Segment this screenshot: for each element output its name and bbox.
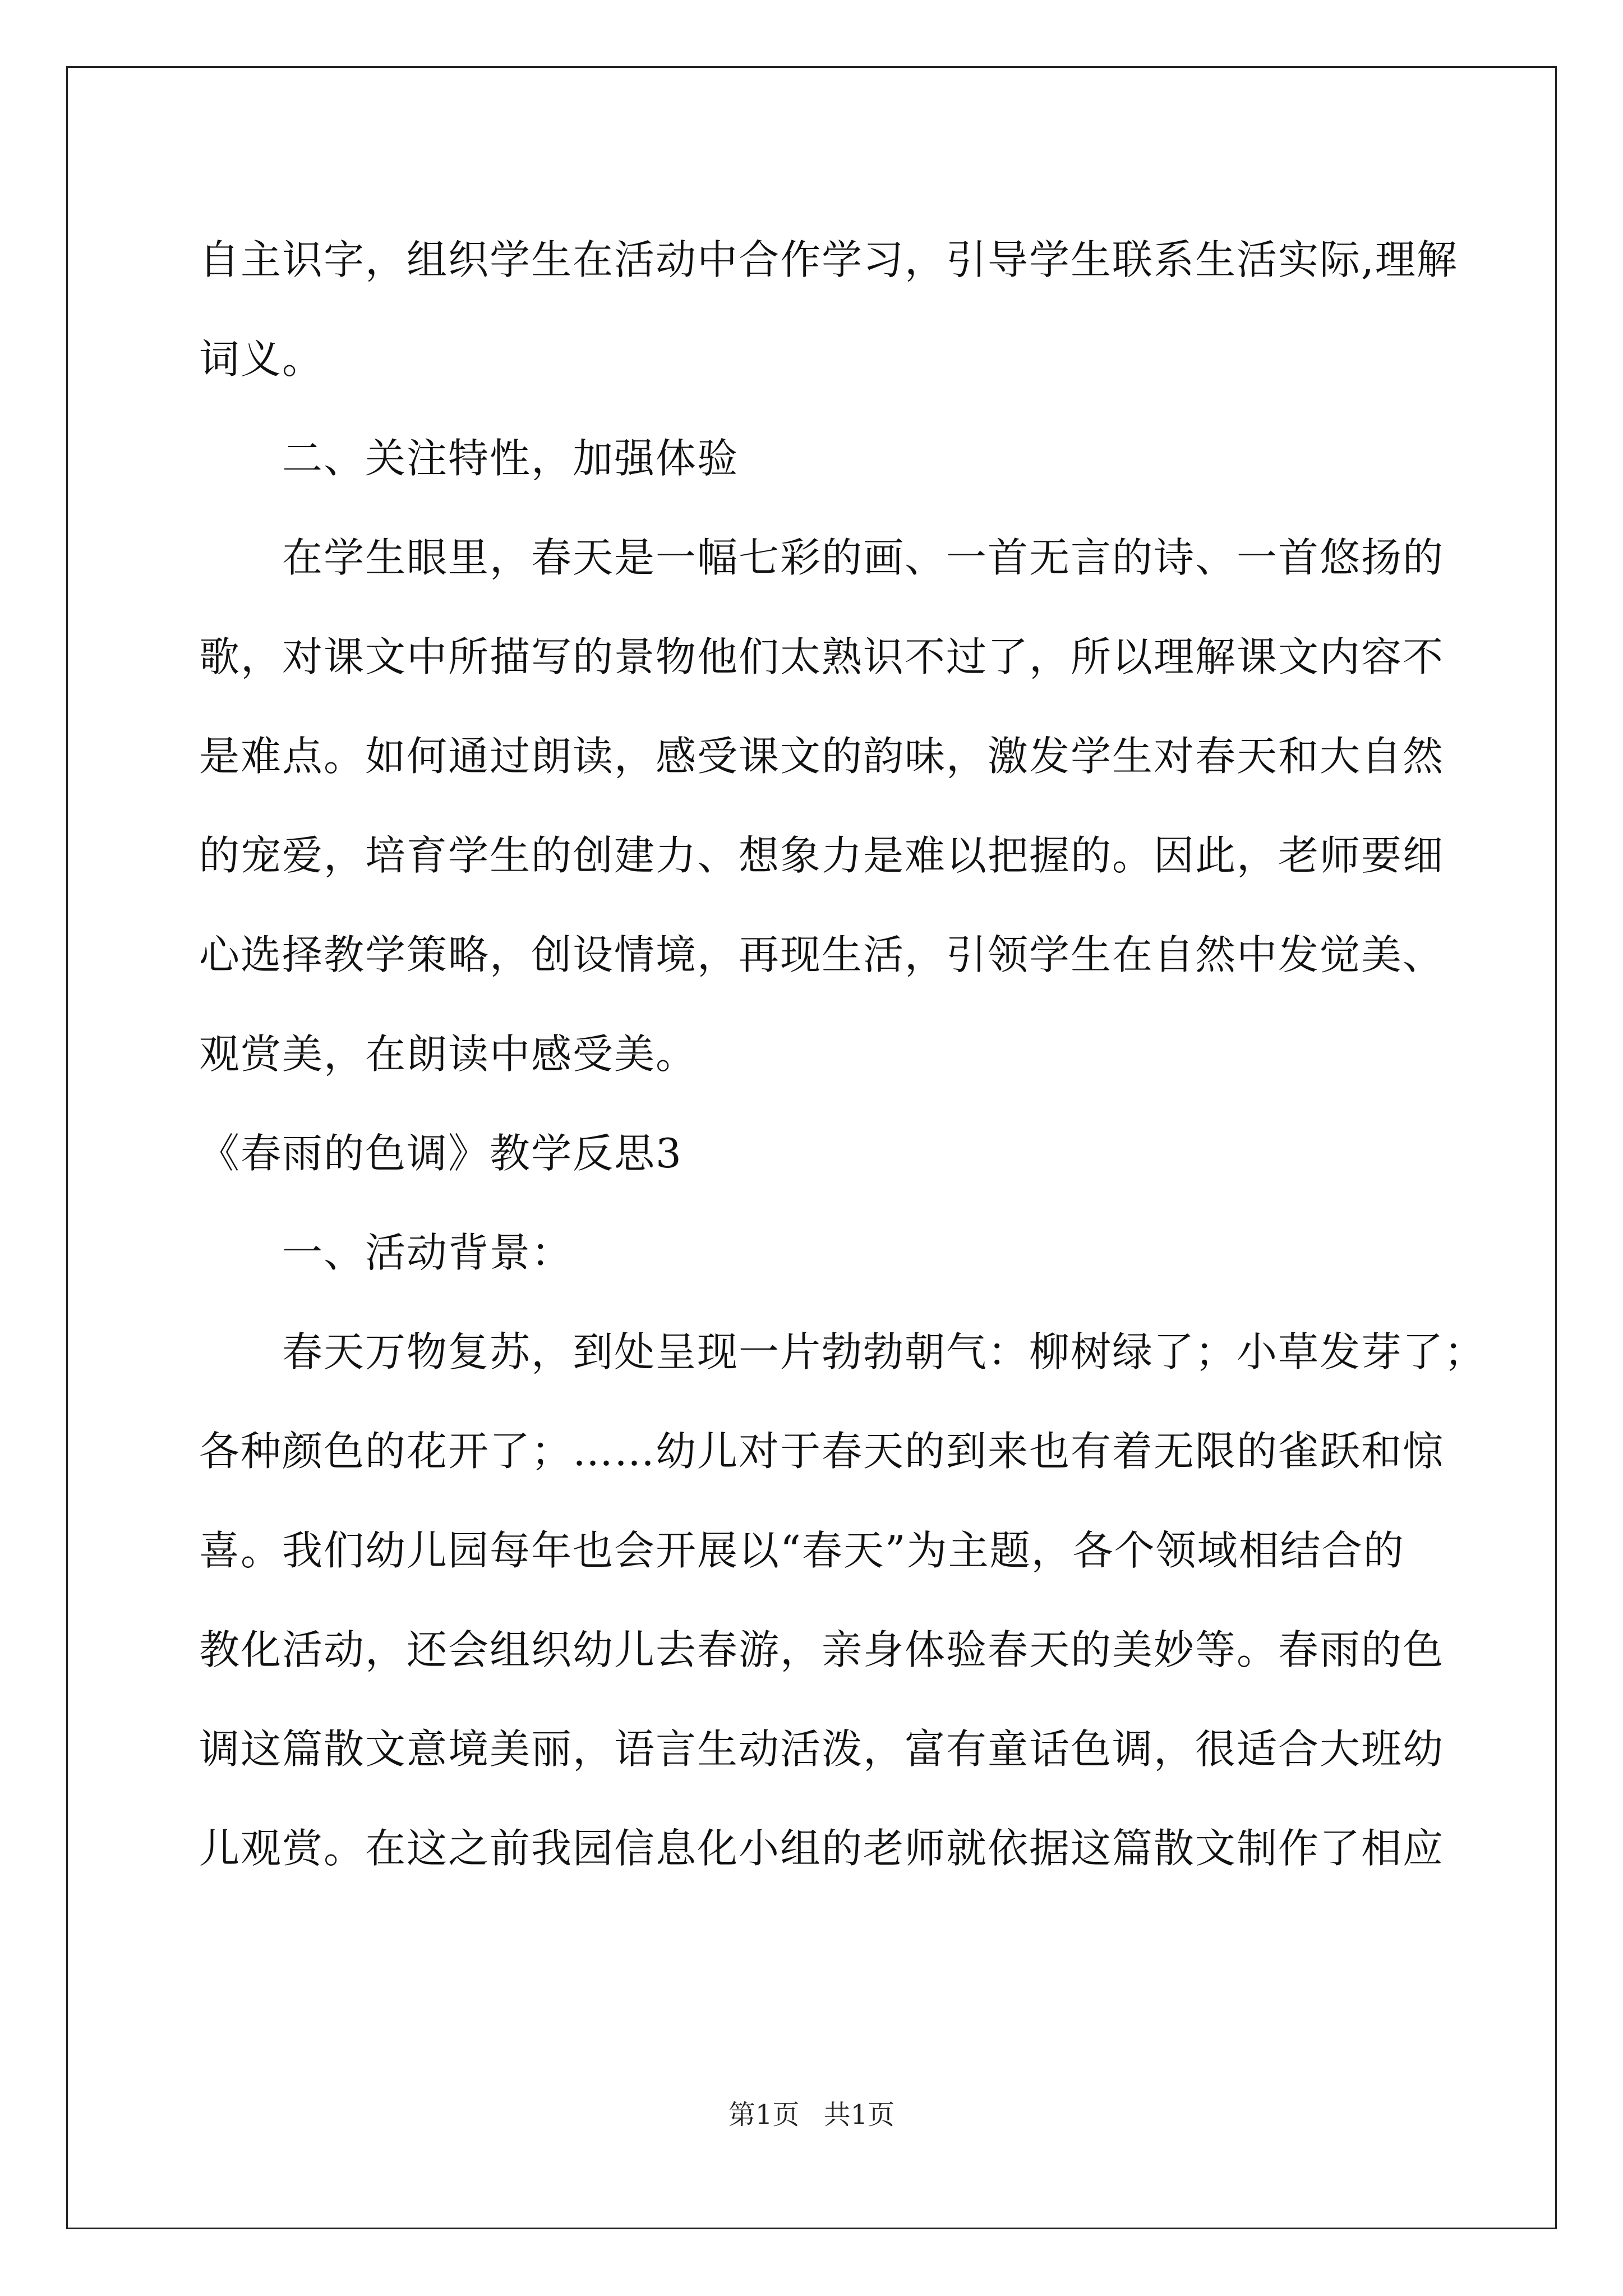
text-line: 调这篇散文意境美丽，语言生动活泼，富有童话色调，很适合大班幼 [199, 1726, 1445, 1773]
text-line: 词义。 [199, 335, 324, 383]
document-body [199, 210, 1486, 1898]
text-line: 儿观赏。在这之前我园信息化小组的老师就依据这篇散文制作了相应 [199, 1825, 1445, 1872]
text-line: 喜。我们幼儿园每年也会开展以“春天”为主题，各个领域相结合的 [199, 1527, 1405, 1574]
text-line: 歌，对课文中所描写的景物他们太熟识不过了，所以理解课文内容不 [199, 633, 1445, 680]
text-line: 各种颜色的花开了；……幼儿对于春天的到来也有着无限的雀跃和惊 [199, 1428, 1445, 1475]
text-line: 是难点。如何通过朗读，感受课文的韵味，激发学生对春天和大自然 [199, 733, 1445, 780]
text-line: 观赏美，在朗读中感受美。 [199, 1030, 698, 1078]
page-number: 第1页 [728, 2099, 800, 2131]
section-heading: 一、活动背景： [282, 1229, 573, 1276]
page-count: 共1页 [823, 2099, 895, 2131]
text-line: 心选择教学策略，创设情境，再现生活，引领学生在自然中发觉美、 [199, 931, 1445, 978]
text-line: 春天万物复苏，到处呈现一片勃勃朝气：柳树绿了；小草发芽了； [282, 1328, 1486, 1375]
text-line: 教化活动，还会组织幼儿去春游，亲身体验春天的美妙等。春雨的色 [199, 1626, 1445, 1673]
page-footer [0, 2098, 1623, 2132]
text-line: 自主识字，组织学生在活动中合作学习，引导学生联系生活实际,理解 [199, 236, 1458, 283]
text-line: 的宠爱，培育学生的创建力、想象力是难以把握的。因此，老师要细 [199, 832, 1445, 879]
section-heading: 二、关注特性，加强体验 [282, 435, 739, 482]
text-line: 在学生眼里，春天是一幅七彩的画、一首无言的诗、一首悠扬的 [282, 534, 1445, 581]
document-title: 《春雨的色调》教学反思3 [199, 1130, 683, 1177]
